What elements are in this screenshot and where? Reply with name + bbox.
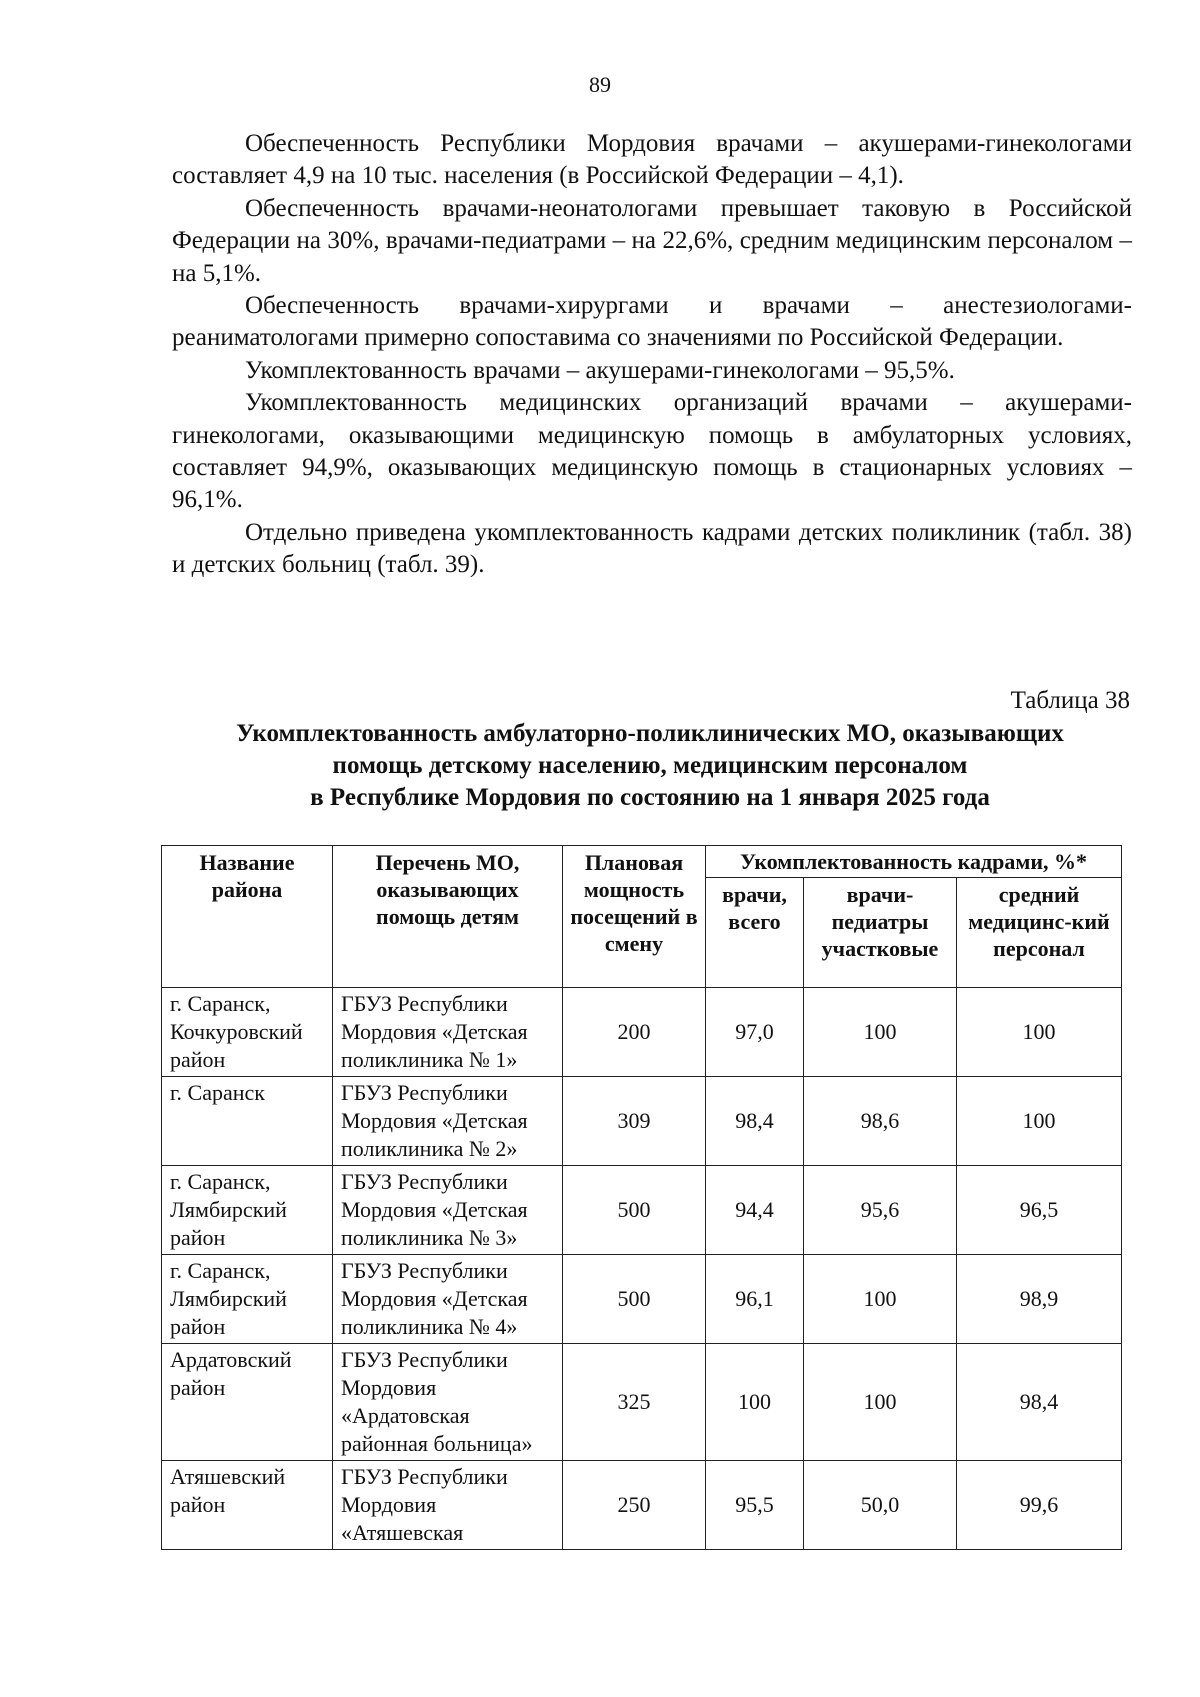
table-title-line: помощь детскому населению, медицинским персоналом — [332, 752, 968, 779]
staffing-table — [161, 845, 1122, 1550]
cell-district: г. Саранск, Лямбирский район — [162, 1255, 333, 1344]
cell-facility: ГБУЗ Республики Мордовия «Детская поликлиника № 1» — [333, 988, 563, 1077]
cell-nurses: 98,9 — [957, 1255, 1122, 1344]
table-row — [162, 1166, 1122, 1255]
cell-capacity: 500 — [563, 1255, 706, 1344]
table-row — [162, 1077, 1122, 1166]
header-facility-list: Перечень МО, оказывающих помощь детям — [333, 846, 563, 988]
cell-capacity: 250 — [563, 1461, 706, 1550]
cell-pediatricians: 100 — [804, 988, 957, 1077]
cell-nurses: 99,6 — [957, 1461, 1122, 1550]
cell-pediatricians: 98,6 — [804, 1077, 957, 1166]
cell-facility: ГБУЗ Республики Мордовия «Ардатовская районная больница» — [333, 1344, 563, 1461]
cell-facility: ГБУЗ Республики Мордовия «Атяшевская — [333, 1461, 563, 1550]
table-row — [162, 1344, 1122, 1461]
cell-doctors: 95,5 — [706, 1461, 804, 1550]
cell-capacity: 200 — [563, 988, 706, 1077]
header-district-pediatricians: врачи-педиатры участковые — [804, 878, 957, 988]
paragraph: Укомплектованность медицинских организаций врачами – акушерами-гинекологами, оказывающими медицинскую помощь в амбулаторных условиях, составляет 94,9%, оказывающих медицинскую помощь в стационарных условиях – 96,1%. — [172, 389, 1132, 514]
cell-facility: ГБУЗ Республики Мордовия «Детская поликлиника № 2» — [333, 1077, 563, 1166]
cell-facility: ГБУЗ Республики Мордовия «Детская поликлиника № 3» — [333, 1166, 563, 1255]
cell-district: г. Саранск, Кочкуровский район — [162, 988, 333, 1077]
table-row — [162, 1255, 1122, 1344]
table-row — [162, 1461, 1122, 1550]
table-header-row — [162, 846, 1122, 878]
cell-nurses: 100 — [957, 988, 1122, 1077]
paragraph: Укомплектованность врачами – акушерами-гинекологами – 95,5%. — [245, 356, 955, 384]
cell-facility: ГБУЗ Республики Мордовия «Детская поликлиника № 4» — [333, 1255, 563, 1344]
page-number: 89 — [589, 72, 611, 97]
cell-doctors: 97,0 — [706, 988, 804, 1077]
cell-district: Атяшевский район — [162, 1461, 333, 1550]
paragraph: Обеспеченность врачами-хирургами и врачами – анестезиологами-реаниматологами примерно сопоставима со значениями по Российской Федерации. — [172, 292, 1132, 352]
table-title-line: Укомплектованность амбулаторно-поликлинических МО, оказывающих — [236, 720, 1064, 747]
header-planned-capacity: Плановая мощность посещений в смену — [563, 846, 706, 988]
header-staffing-group: Укомплектованность кадрами, %* — [706, 846, 1122, 878]
cell-district: г. Саранск — [162, 1077, 333, 1166]
cell-capacity: 309 — [563, 1077, 706, 1166]
cell-doctors: 100 — [706, 1344, 804, 1461]
cell-nurses: 96,5 — [957, 1166, 1122, 1255]
cell-nurses: 100 — [957, 1077, 1122, 1166]
cell-doctors: 96,1 — [706, 1255, 804, 1344]
cell-pediatricians: 100 — [804, 1344, 957, 1461]
cell-pediatricians: 95,6 — [804, 1166, 957, 1255]
cell-capacity: 500 — [563, 1166, 706, 1255]
cell-pediatricians: 50,0 — [804, 1461, 957, 1550]
body-text — [172, 128, 1132, 582]
paragraph: Отдельно приведена укомплектованность кадрами детских поликлиник (табл. 38) и детских больниц (табл. 39). — [172, 518, 1132, 579]
header-nursing-staff: средний медицинс-кий персонал — [957, 878, 1122, 988]
table-title-line: в Республике Мордовия по состоянию на 1 января 2025 года — [310, 784, 990, 811]
paragraph: Обеспеченность Республики Мордовия врачами – акушерами-гинекологами составляет 4,9 на 10 тыс. населения (в Российской Федерации – 4,1). — [172, 130, 1132, 190]
table-label: Таблица 38 — [1010, 687, 1130, 714]
table-title — [150, 718, 1150, 814]
header-doctors-total: врачи, всего — [706, 878, 804, 988]
cell-district: г. Саранск, Лямбирский район — [162, 1166, 333, 1255]
header-district: Название района — [162, 846, 333, 988]
cell-doctors: 94,4 — [706, 1166, 804, 1255]
cell-nurses: 98,4 — [957, 1344, 1122, 1461]
paragraph: Обеспеченность врачами-неонатологами превышает таковую в Российской Федерации на 30%, врачами-педиатрами – на 22,6%, средним медицинским персоналом – на 5,1%. — [172, 194, 1132, 287]
cell-pediatricians: 100 — [804, 1255, 957, 1344]
cell-capacity: 325 — [563, 1344, 706, 1461]
table-row — [162, 988, 1122, 1077]
cell-district: Ардатовский район — [162, 1344, 333, 1461]
cell-doctors: 98,4 — [706, 1077, 804, 1166]
